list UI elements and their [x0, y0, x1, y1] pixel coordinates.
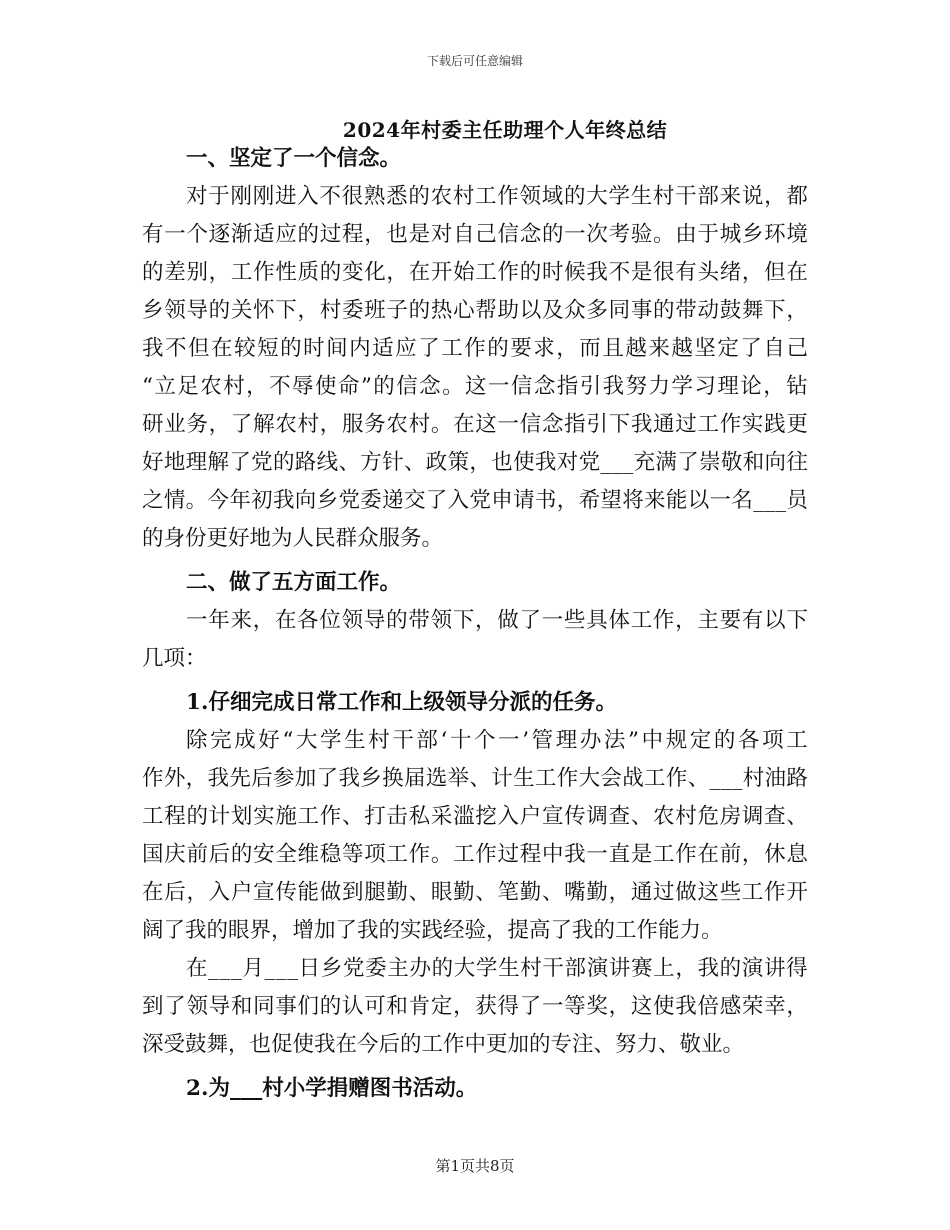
paragraph-line: 研 业 务 ， 了 解 农 村 ， 服 务 农 村 。 在 这 一 信 念 指 引 下 我 通 过 工 作 实 践 更	[142, 412, 808, 437]
paragraph-line: 的 差 别 ， 工 作 性 质 的 变 化 ， 在 开 始 工 作 的 时 候 我 不 是 很 有 头 绪 ， 但 在	[142, 260, 808, 285]
page-number: 第1页共8页	[435, 1157, 515, 1175]
document-title: 2024年村委主任助理个人年终总结	[342, 118, 668, 142]
paragraph-line: 阔了我的眼界，增加了我的实践经验，提高了我的工作能力。	[142, 918, 723, 943]
paragraph-line: 在 _ _ _ 月 _ _ _ 日 乡 党 委 主 办 的 大 学 生 村 干 部 演 讲 赛 上 ， 我 的 演 讲 得	[186, 956, 808, 981]
paragraph-line: 国 庆 前 后 的 安 全 维 稳 等 项 工 作 。 工 作 过 程 中 我 一 直 是 工 作 在 前 ， 休 息	[142, 842, 808, 867]
paragraph-line: 一 年 来 ， 在 各 位 领 导 的 带 领 下 ， 做 了 一 些 具 体 工 作 ， 主 要 有 以 下	[186, 608, 808, 633]
section-heading: 一、坚定了一个信念。	[186, 146, 402, 171]
paragraph-line: 到 了 领 导 和 同 事 们 的 认 可 和 肯 定 ， 获 得 了 一 等 奖 ， 这 使 我 倍 感 荣 幸 ，	[142, 994, 808, 1019]
paragraph-line: 在 后 ， 入 户 宣 传 能 做 到 腿 勤 、 眼 勤 、 笔 勤 、 嘴 勤 ， 通 过 做 这 些 工 作 开	[142, 880, 808, 905]
section-heading: 二、做了五方面工作。	[186, 570, 402, 595]
header-note: 下载后可任意编辑	[426, 54, 523, 68]
document-body	[142, 140, 808, 1108]
paragraph-line: 乡 领 导 的 关 怀 下 ， 村 委 班 子 的 热 心 帮 助 以 及 众 多 同 事 的 带 动 鼓 舞 下 ，	[142, 298, 808, 323]
paragraph-line: “ 立 足 农 村 ， 不 辱 使 命 ” 的 信 念 。 这 一 信 念 指 引 我 努 力 学 习 理 论 ， 钻	[142, 374, 808, 399]
paragraph-line: 深受鼓舞，也促使我在今后的工作中更加的专注、努力、敬业。	[142, 1032, 745, 1057]
section-heading: 2.为___村小学捐赠图书活动。	[186, 1076, 478, 1101]
section-heading: 1.仔细完成日常工作和上级领导分派的任务。	[186, 690, 617, 715]
paragraph-line: 我 不 但 在 较 短 的 时 间 内 适 应 了 工 作 的 要 求 ， 而 且 越 来 越 坚 定 了 自 己	[142, 336, 808, 361]
paragraph-line: 好 地 理 解 了 党 的 路 线 、 方 针 、 政 策 ， 也 使 我 对 党 _ _ _ 充 满 了 崇 敬 和 向 往	[142, 450, 808, 475]
paragraph-line: 之 情 。 今 年 初 我 向 乡 党 委 递 交 了 入 党 申 请 书 ， 希 望 将 来 能 以 一 名 _ _ _ 员	[142, 488, 808, 513]
paragraph-line: 几项：	[142, 646, 207, 671]
paragraph-line: 工 程 的 计 划 实 施 工 作 、 打 击 私 采 滥 挖 入 户 宣 传 调 查 、 农 村 危 房 调 查 、	[142, 804, 808, 829]
paragraph-line: 有 一 个 逐 渐 适 应 的 过 程 ， 也 是 对 自 己 信 念 的 一 次 考 验 。 由 于 城 乡 环 境	[142, 222, 808, 247]
paragraph-line: 的身份更好地为人民群众服务。	[142, 526, 444, 551]
paragraph-line: 除 完 成 好 “ 大 学 生 村 干 部 ‘ 十 个 一 ’ 管 理 办 法 ” 中 规 定 的 各 项 工	[186, 728, 808, 753]
paragraph-line: 对 于 刚 刚 进 入 不 很 熟 悉 的 农 村 工 作 领 域 的 大 学 生 村 干 部 来 说 ， 都	[186, 184, 808, 209]
paragraph-line: 作 外 ， 我 先 后 参 加 了 我 乡 换 届 选 举 、 计 生 工 作 大 会 战 工 作 、 _ _ _ 村 油 路	[142, 766, 808, 791]
